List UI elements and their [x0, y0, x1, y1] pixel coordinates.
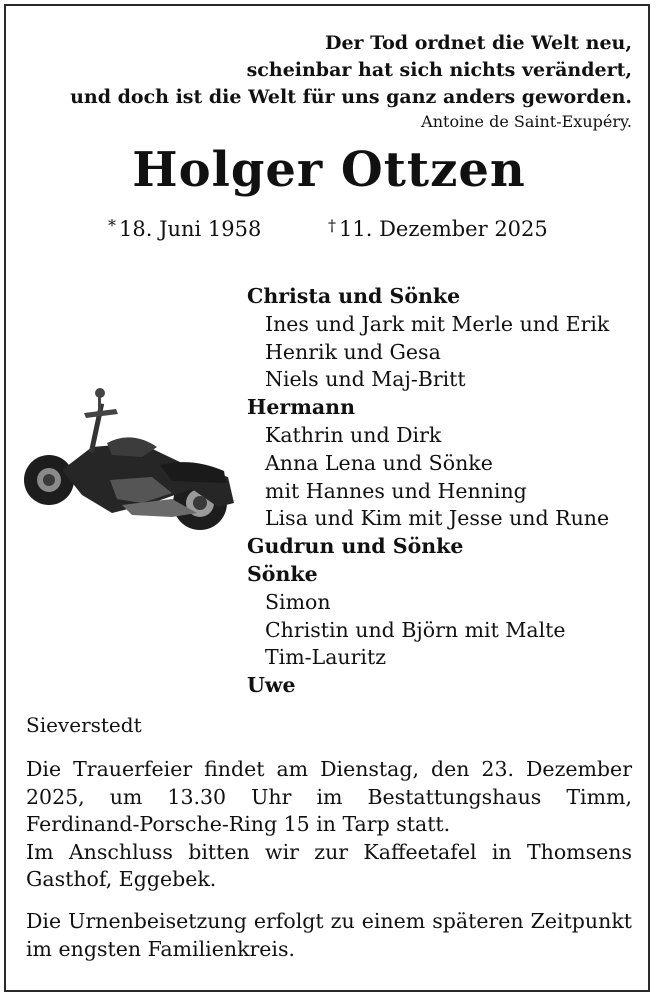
deceased-name: Holger Ottzen [132, 142, 526, 198]
quote-author: Antoine de Saint-Exupéry. [421, 112, 632, 131]
motorcycle-image [22, 385, 240, 545]
family-head: Uwe [247, 673, 296, 698]
family-member: Christin und Björn mit Malte [265, 617, 566, 642]
family-list [247, 283, 609, 700]
death-date [328, 216, 548, 241]
quote-block [70, 30, 632, 133]
family-member: mit Hannes und Henning [265, 478, 527, 503]
family-member: Simon [265, 589, 331, 614]
family-member: Anna Lena und Sönke [265, 450, 493, 475]
family-member: Ines und Jark mit Merle und Erik [265, 311, 610, 336]
family-head: Sönke [247, 561, 318, 586]
place-name: Sieverstedt [26, 713, 142, 737]
family-member: Lisa und Kim mit Jesse und Rune [265, 506, 610, 531]
death-date-text: 11. Dezember 2025 [339, 217, 548, 241]
family-head: Christa und Sönke [247, 284, 461, 308]
birth-star-icon: * [108, 216, 116, 235]
family-head: Gudrun und Sönke [247, 534, 464, 559]
burial-text: Die Urnenbeisetzung erfolgt zu einem späteren Zeitpunkt im engsten Familienkreis. [26, 909, 632, 961]
family-member: Henrik und Gesa [265, 339, 441, 364]
birth-date-text: 18. Juni 1958 [119, 217, 262, 241]
reception-text: Im Anschluss bitten wir zur Kaffeetafel in Thomsens Gasthof, Eggebek. [26, 839, 632, 891]
ceremony-info [26, 756, 632, 894]
family-head: Hermann [247, 395, 355, 420]
birth-date [108, 216, 261, 241]
quote-line: scheinbar hat sich nichts verändert, [246, 59, 632, 81]
family-member: Niels und Maj-Britt [265, 367, 466, 392]
ceremony-text: Die Trauerfeier findet am Dienstag, den 23. Dezember 2025, um 13.30 Uhr im Bestattungshaus Timm, Ferdinand-Porsche-Ring 15 in Tarp statt. [26, 757, 632, 836]
quote-line: Der Tod ordnet die Welt neu, [324, 32, 632, 54]
family-member: Kathrin und Dirk [265, 422, 442, 447]
cross-icon: † [328, 216, 336, 235]
family-member: Tim-Lauritz [265, 645, 387, 670]
quote-line: und doch ist die Welt für uns ganz anders geworden. [70, 86, 632, 108]
